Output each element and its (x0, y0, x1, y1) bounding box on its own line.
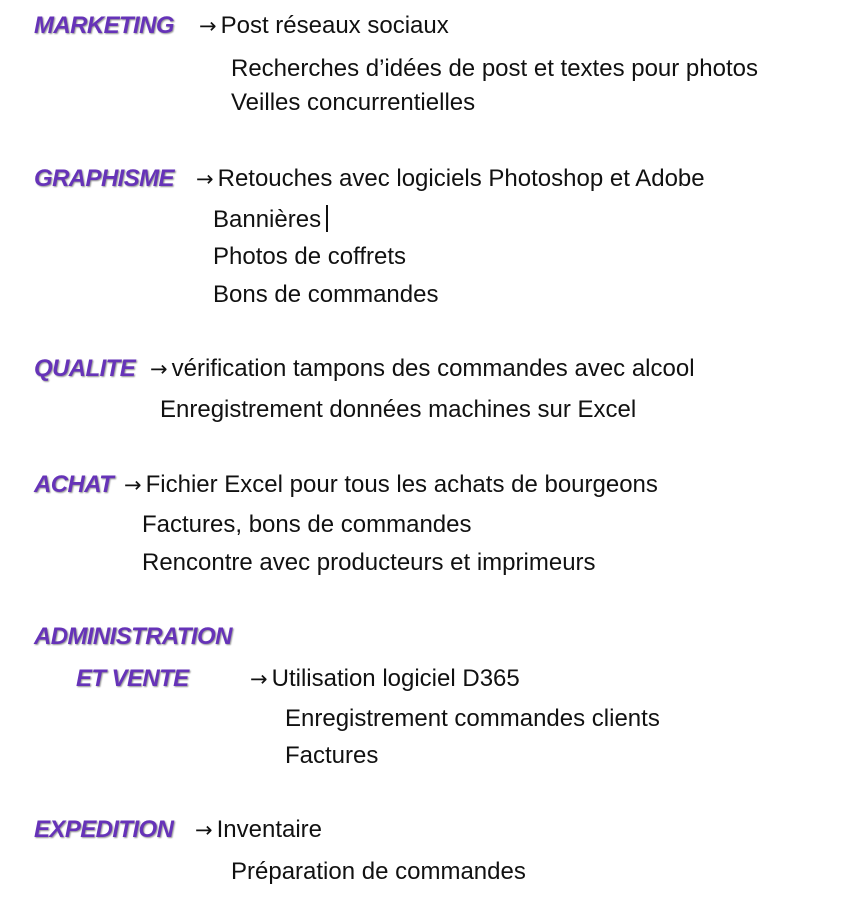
arrow-right-icon: → (195, 818, 213, 842)
qualite-item-2: Enregistrement données machines sur Excel (160, 396, 637, 423)
expedition-item-1 (195, 815, 322, 845)
section-label-achat: ACHAT (34, 471, 114, 498)
arrow-right-icon: → (150, 357, 168, 381)
graphisme-item-2-text: Bannières (213, 206, 322, 233)
expedition-item-1-text: Inventaire (216, 816, 323, 843)
marketing-item-3: Veilles concurrentielles (231, 89, 476, 116)
section-label-graphisme: GRAPHISME (34, 165, 174, 192)
marketing-item-1 (199, 11, 449, 41)
section-label-administration: ADMINISTRATION (34, 623, 232, 650)
achat-item-1 (124, 470, 658, 500)
text-cursor (326, 205, 328, 232)
arrow-right-icon: → (250, 667, 268, 691)
administration-item-1-text: Utilisation logiciel D365 (271, 665, 520, 692)
arrow-right-icon: → (196, 167, 214, 191)
marketing-item-1-text: Post réseaux sociaux (220, 12, 449, 39)
graphisme-item-1 (196, 164, 705, 194)
arrow-right-icon: → (199, 14, 217, 38)
section-label-marketing: MARKETING (34, 12, 174, 39)
qualite-item-1-text: vérification tampons des commandes avec alcool (171, 355, 695, 382)
achat-item-3: Rencontre avec producteurs et imprimeurs (142, 549, 596, 576)
qualite-item-1 (150, 354, 695, 384)
achat-item-1-text: Fichier Excel pour tous les achats de bourgeons (145, 471, 658, 498)
section-label-expedition: EXPEDITION (34, 816, 174, 843)
administration-item-1 (250, 664, 520, 694)
marketing-item-2: Recherches d’idées de post et textes pour photos (231, 55, 758, 82)
graphisme-item-1-text: Retouches avec logiciels Photoshop et Adobe (217, 165, 705, 192)
administration-item-3: Factures (285, 742, 379, 769)
graphisme-item-2 (213, 205, 328, 235)
expedition-item-2: Préparation de commandes (231, 858, 526, 885)
graphisme-item-4: Bons de commandes (213, 281, 439, 308)
graphisme-item-3: Photos de coffrets (213, 243, 407, 270)
administration-item-2: Enregistrement commandes clients (285, 705, 660, 732)
achat-item-2: Factures, bons de commandes (142, 511, 472, 538)
section-label-et-vente: ET VENTE (76, 665, 189, 692)
section-label-qualite: QUALITE (34, 355, 136, 382)
arrow-right-icon: → (124, 473, 142, 497)
